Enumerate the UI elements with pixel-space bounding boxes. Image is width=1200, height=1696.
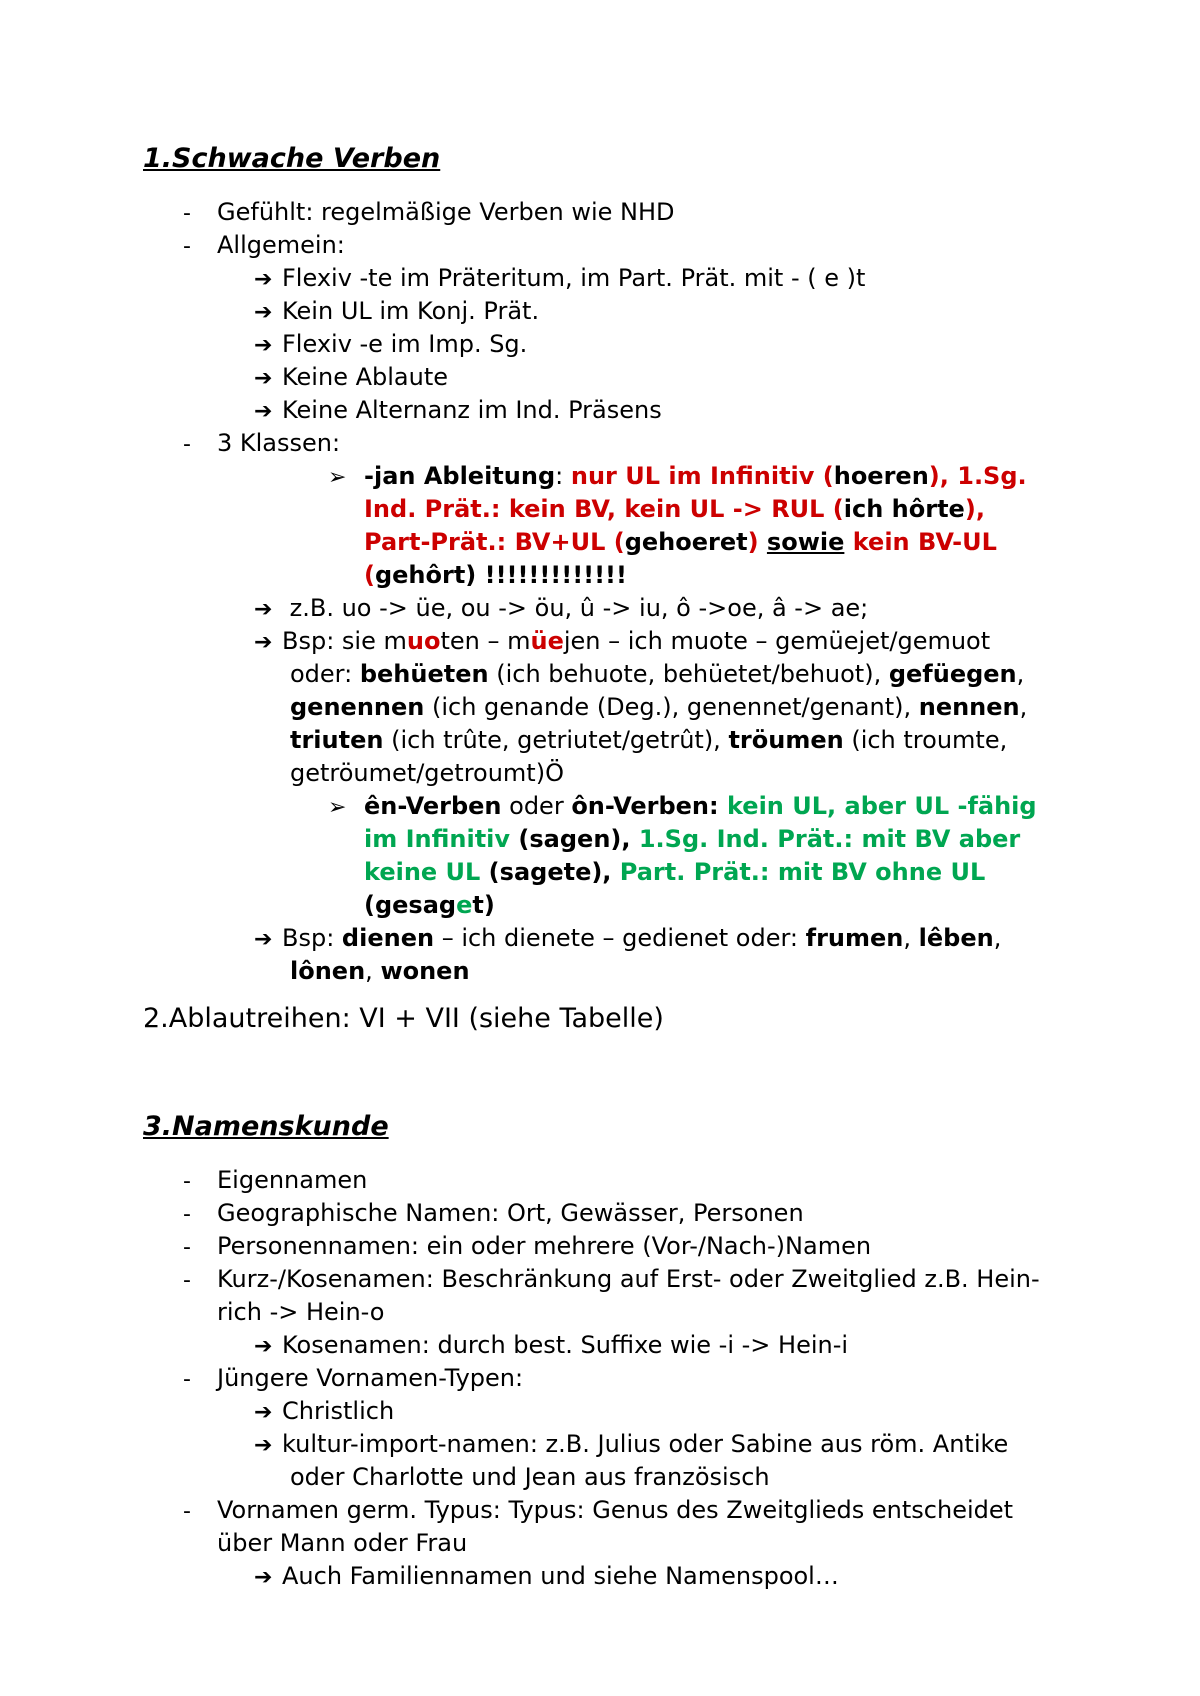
bullet-geographische-namen: - Geographische Namen: Ort, Gewässer, Personen (183, 1197, 804, 1231)
kultur-import-line-2: oder Charlotte und Jean aus französisch (290, 1463, 770, 1491)
dash-marker: - (183, 1169, 191, 1194)
jan-line-2: Ind. Prät.: kein BV, kein UL -> RUL (ich hôrte), (364, 495, 985, 523)
arrow-item: ➔ Kein UL im Konj. Prät. (254, 295, 539, 329)
dash-marker: - (183, 1235, 191, 1260)
bullet-juengere-vornamen: - Jüngere Vornamen-Typen: (183, 1362, 523, 1396)
chevron-item-en-verben: ➢ ên-Verben oder ôn-Verben: kein UL, aber UL -fähig (328, 790, 1037, 824)
arrow-item-kosenamen: ➔ Kosenamen: durch best. Suffixe wie -i -> Hein-i (254, 1329, 848, 1363)
arrow-icon: ➔ (254, 366, 273, 391)
bsp-line-3: genennen (ich genande (Deg.), genennet/genant), nennen, (290, 693, 1028, 721)
bullet-klassen: - 3 Klassen: (183, 427, 340, 461)
dash-marker: - (183, 201, 191, 226)
dash-marker: - (183, 1499, 191, 1524)
bsp-line-2: oder: behüeten (ich behuote, behüetet/behuot), gefüegen, (290, 660, 1025, 688)
arrow-icon: ➔ (254, 300, 273, 325)
arrow-icon: ➔ (254, 1433, 273, 1458)
en-line-2: im Infinitiv (sagen), 1.Sg. Ind. Prät.: mit BV aber (364, 825, 1021, 853)
arrow-item-bsp-dienen: ➔ Bsp: dienen – ich dienete – gedienet oder: frumen, lêben, (254, 922, 1001, 956)
arrow-icon: ➔ (254, 399, 273, 424)
heading-ablautreihen: 2.Ablautreihen: VI + VII (siehe Tabelle) (143, 1003, 664, 1034)
bullet-allgemein: - Allgemein: (183, 229, 345, 263)
dash-marker: - (183, 1268, 191, 1293)
bsp-line-5: getröumet/getroumt)Ö (290, 759, 564, 787)
arrow-item: ➔ Flexiv -te im Präteritum, im Part. Prät. mit - ( e )t (254, 262, 865, 296)
vornamen-germ-line-2: über Mann oder Frau (217, 1529, 468, 1557)
arrow-item-zb: ➔ z.B. uo -> üe, ou -> öu, û -> iu, ô ->oe, â -> ae; (254, 592, 868, 626)
arrow-icon: ➔ (254, 1400, 273, 1425)
chevron-item-jan: ➢ -jan Ableitung: nur UL im Infinitiv (hoeren), 1.Sg. (328, 460, 1027, 494)
heading-namenskunde: 3.Namenskunde (143, 1111, 389, 1142)
arrow-item-kultur-import: ➔ kultur-import-namen: z.B. Julius oder Sabine aus röm. Antike (254, 1428, 1008, 1462)
bullet-gefuehlt: - Gefühlt: regelmäßige Verben wie NHD (183, 196, 675, 230)
arrow-icon: ➔ (254, 597, 273, 622)
arrow-item-christlich: ➔ Christlich (254, 1395, 394, 1429)
dash-marker: - (183, 1367, 191, 1392)
chevron-icon: ➢ (328, 465, 347, 490)
chevron-icon: ➢ (328, 795, 347, 820)
arrow-icon: ➔ (254, 333, 273, 358)
kurz-kosenamen-line-2: rich -> Hein-o (217, 1298, 385, 1326)
bullet-eigennamen: - Eigennamen (183, 1164, 367, 1198)
dash-marker: - (183, 432, 191, 457)
arrow-item-familiennamen: ➔ Auch Familiennamen und siehe Namenspool… (254, 1560, 839, 1594)
jan-line-3: Part-Prät.: BV+UL (gehoeret) sowie kein BV-UL (364, 528, 997, 556)
bullet-kurz-kosenamen: - Kurz-/Kosenamen: Beschränkung auf Erst- oder Zweitglied z.B. Hein- (183, 1263, 1040, 1297)
bullet-vornamen-germ: - Vornamen germ. Typus: Typus: Genus des Zweitglieds entscheidet (183, 1494, 1013, 1528)
arrow-item: ➔ Flexiv -e im Imp. Sg. (254, 328, 527, 362)
arrow-icon: ➔ (254, 267, 273, 292)
arrow-item: ➔ Keine Ablaute (254, 361, 448, 395)
bsp-line-4: triuten (ich trûte, getriutet/getrût), tröumen (ich troumte, (290, 726, 1008, 754)
heading-schwache-verben: 1.Schwache Verben (143, 143, 441, 174)
dash-marker: - (183, 1202, 191, 1227)
arrow-item-bsp: ➔ Bsp: sie muoten – müejen – ich muote – gemüejet/gemuot (254, 625, 990, 659)
jan-line-4: (gehôrt) !!!!!!!!!!!!! (364, 561, 627, 589)
dash-marker: - (183, 234, 191, 259)
arrow-icon: ➔ (254, 630, 273, 655)
arrow-item: ➔ Keine Alternanz im Ind. Präsens (254, 394, 662, 428)
bullet-personennamen: - Personennamen: ein oder mehrere (Vor-/Nach-)Namen (183, 1230, 871, 1264)
arrow-icon: ➔ (254, 1334, 273, 1359)
en-line-4: (gesaget) (364, 891, 495, 919)
arrow-icon: ➔ (254, 927, 273, 952)
en-line-3: keine UL (sagete), Part. Prät.: mit BV ohne UL (364, 858, 986, 886)
bsp-dienen-line-2: lônen, wonen (290, 957, 470, 985)
arrow-icon: ➔ (254, 1565, 273, 1590)
